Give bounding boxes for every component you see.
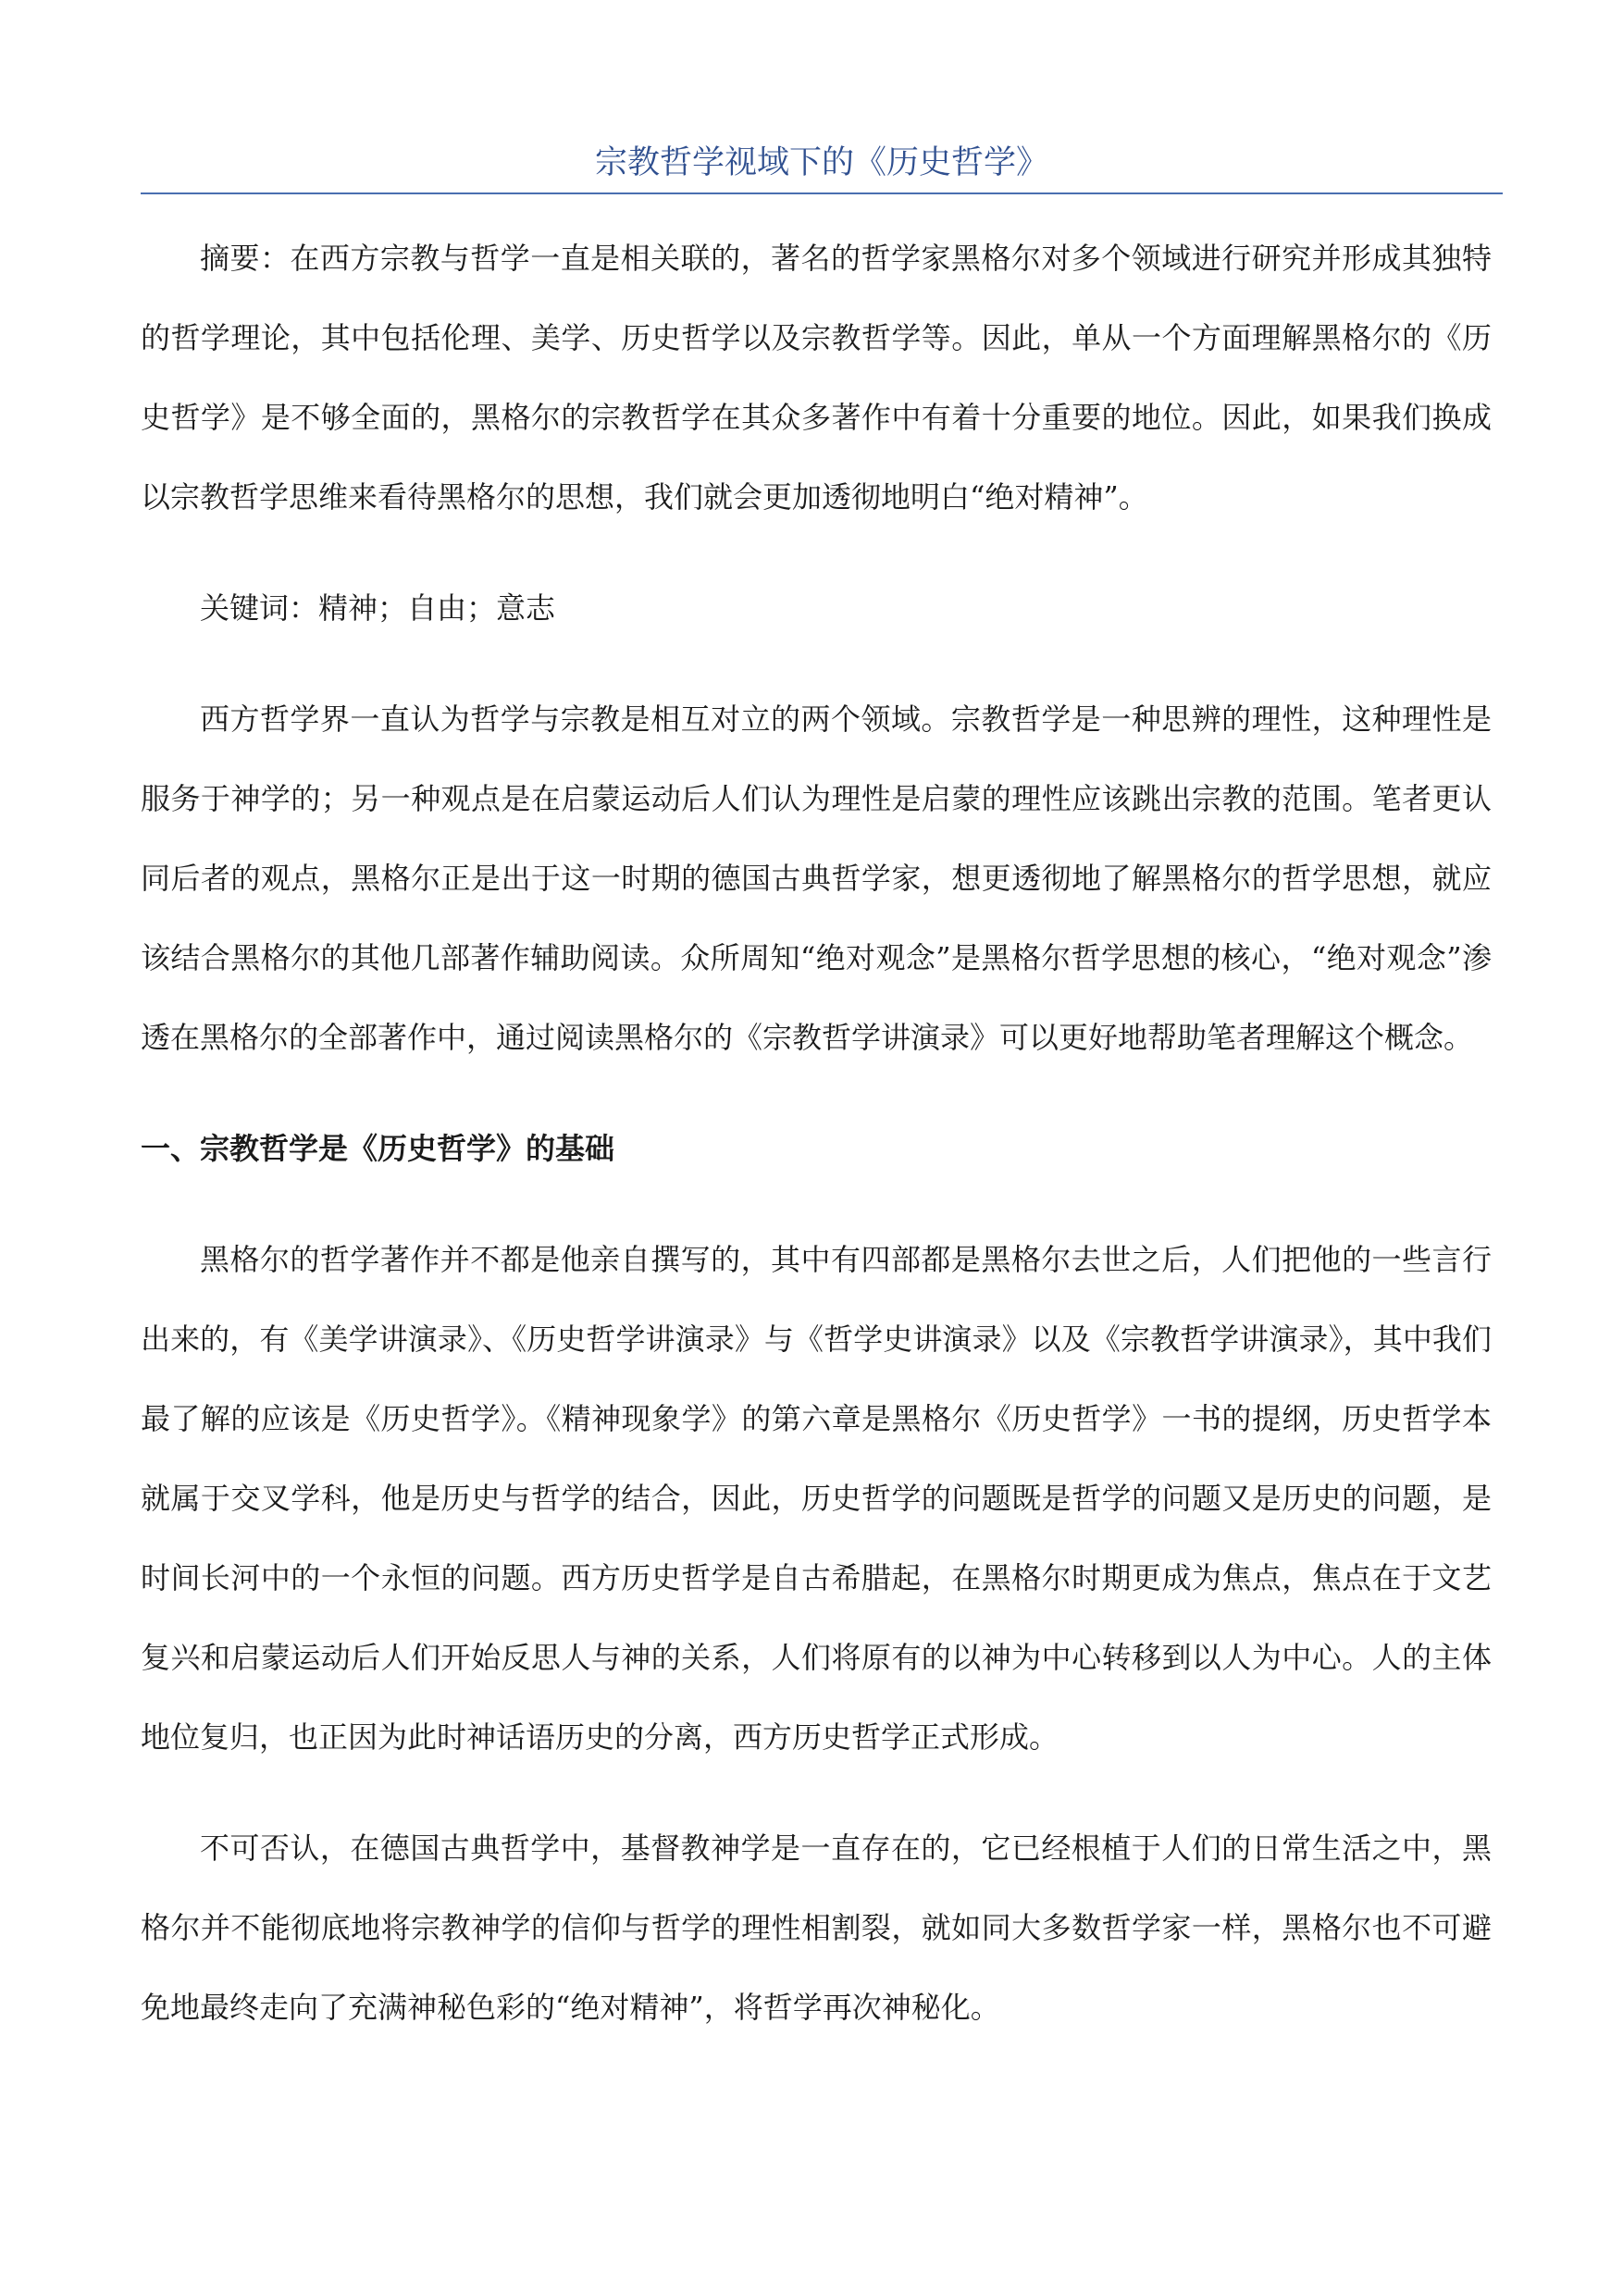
- title-underline: [141, 192, 1503, 194]
- spacer: [141, 537, 1492, 568]
- intro-paragraph: 西方哲学界一直认为哲学与宗教是相互对立的两个领域。宗教哲学是一种思辨的理性，这种理性是服务于神学的；另一种观点是在启蒙运动后人们认为理性是启蒙的理性应该跳出宗教的范围。笔者更认同后者的观点，黑格尔正是出于这一时期的德国古典哲学家，想更透彻地了解黑格尔的哲学思想，就应该结合黑格尔的其他几部著作辅助阅读。众所周知“绝对观念”是黑格尔哲学思想的核心，“绝对观念”渗透在黑格尔的全部著作中，通过阅读黑格尔的《宗教哲学讲演录》可以更好地帮助笔者理解这个概念。: [141, 701, 1492, 1055]
- section-paragraph-1: 黑格尔的哲学著作并不都是他亲自撰写的，其中有四部都是黑格尔去世之后，人们把他的一些言行出来的，有《美学讲演录》、《历史哲学讲演录》与《哲学史讲演录》以及《宗教哲学讲演录》，其中我们最了解的应该是《历史哲学》。《精神现象学》的第六章是黑格尔《历史哲学》一书的提纲，历史哲学本就属于交叉学科，他是历史与哲学的结合，因此，历史哲学的问题既是哲学的问题又是历史的问题，是时间长河中的一个永恒的问题。西方历史哲学是自古希腊起，在黑格尔时期更成为焦点，焦点在于文艺复兴和启蒙运动后人们开始反思人与神的关系，人们将原有的以神为中心转移到以人为中心。人的主体地位复归，也正因为此时神话语历史的分离，西方历史哲学正式形成。: [141, 1242, 1492, 1755]
- spacer: [141, 1188, 1492, 1220]
- spacer: [141, 1777, 1492, 1808]
- spacer: [141, 1077, 1492, 1109]
- spacer: [141, 648, 1492, 679]
- section-paragraph-2: 不可否认，在德国古典哲学中，基督教神学是一直存在的，它已经根植于人们的日常生活之中，黑格尔并不能彻底地将宗教神学的信仰与哲学的理性相割裂，就如同大多数哲学家一样，黑格尔也不可避免地最终走向了充满神秘色彩的“绝对精神”，将哲学再次神秘化。: [141, 1831, 1492, 2025]
- abstract-paragraph: 摘要：在西方宗教与哲学一直是相关联的，著名的哲学家黑格尔对多个领域进行研究并形成其独特的哲学理论，其中包括伦理、美学、历史哲学以及宗教哲学等。因此，单从一个方面理解黑格尔的《历史哲学》是不够全面的，黑格尔的宗教哲学在其众多著作中有着十分重要的地位。因此，如果我们换成以宗教哲学思维来看待黑格尔的思想，我们就会更加透彻地明白“绝对精神”。: [141, 241, 1492, 515]
- document-body: [141, 218, 1492, 2047]
- keywords-line: 关键词：精神；自由；意志: [200, 590, 556, 626]
- section-heading: 一、宗教哲学是《历史哲学》的基础: [141, 1131, 615, 1166]
- document-title: 宗教哲学视域下的《历史哲学》: [594, 144, 1048, 181]
